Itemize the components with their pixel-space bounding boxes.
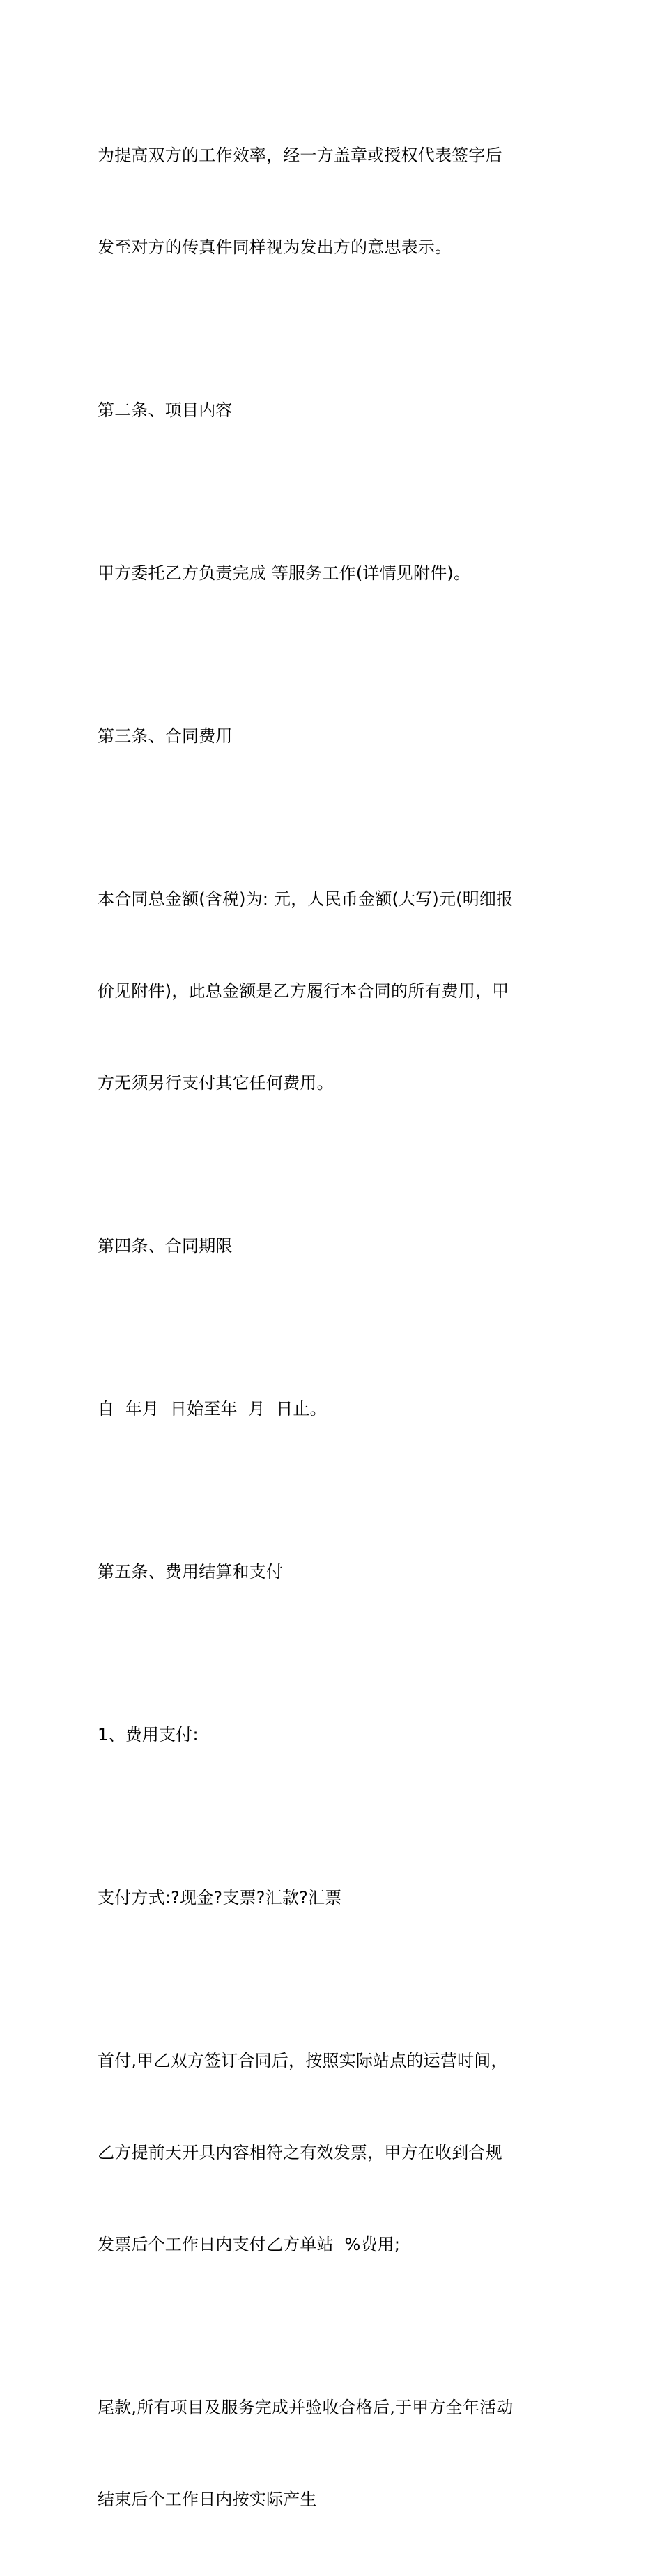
text-line: 价见附件)，此总金额是乙方履行本合同的所有费用，甲 (98, 981, 509, 1001)
paragraph-project-content (98, 497, 578, 650)
text-line: 首付,甲乙双方签订合同后，按照实际站点的运营时间， (98, 2051, 508, 2070)
text-line: 发至对方的传真件同样视为发出方的意思表示。 (98, 237, 452, 257)
subheading-fee-payment (98, 1658, 578, 1811)
heading-article-2 (98, 334, 578, 487)
text-line: 方无须另行支付其它任何费用。 (98, 1073, 334, 1093)
document-body (98, 79, 578, 2576)
paragraph-fax-validity (98, 79, 578, 324)
heading-article-5 (98, 1495, 578, 1648)
text-line: 第五条、费用结算和支付 (98, 1562, 284, 1582)
text-line: 乙方提前天开具内容相符之有效发票，甲方在收到合规 (98, 2143, 502, 2162)
text-line: 支付方式:?现金?支票?汇款?汇票 (98, 1888, 342, 1907)
text-line: 第三条、合同费用 (98, 726, 233, 746)
paragraph-first-payment (98, 1984, 578, 2321)
heading-article-3 (98, 659, 578, 813)
text-line: 第二条、项目内容 (98, 400, 233, 420)
text-line: 甲方委托乙方负责完成 等服务工作(详情见附件)。 (98, 563, 471, 583)
paragraph-contract-term (98, 1332, 578, 1485)
paragraph-contract-fee (98, 822, 578, 1160)
heading-article-4 (98, 1169, 578, 1322)
paragraph-final-payment (98, 2331, 578, 2576)
text-line: 为提高双方的工作效率，经一方盖章或授权代表签字后 (98, 146, 502, 165)
text-line: 自 年月 日始至年 月 日止。 (98, 1399, 327, 1419)
text-line: 第四条、合同期限 (98, 1236, 233, 1256)
paragraph-payment-method (98, 1821, 578, 1974)
text-line: 尾款,所有项目及服务完成并验收合格后,于甲方全年活动 (98, 2398, 514, 2417)
text-line: 发票后个工作日内支付乙方单站 %费用; (98, 2235, 401, 2254)
text-line: 1、费用支付: (98, 1725, 199, 1744)
text-line: 本合同总金额(含税)为: 元，人民币金额(大写)元(明细报 (98, 889, 514, 909)
text-line: 结束后个工作日内按实际产生 (98, 2490, 317, 2509)
